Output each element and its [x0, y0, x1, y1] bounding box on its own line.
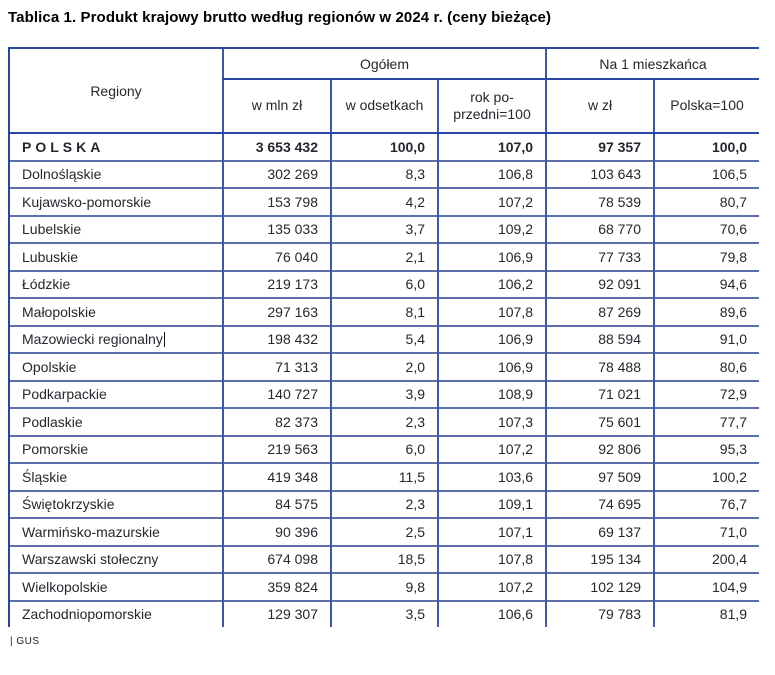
- region-name-cell[interactable]: [9, 601, 223, 628]
- region-name-cell[interactable]: [9, 271, 223, 299]
- value-cell[interactable]: 6,0: [331, 271, 438, 299]
- value-cell[interactable]: 103 643: [546, 161, 654, 189]
- source-footer: | GUS: [10, 636, 40, 647]
- value-cell[interactable]: 4,2: [331, 188, 438, 216]
- table-row: [9, 573, 759, 601]
- region-name-cell[interactable]: [9, 188, 223, 216]
- table-row: [9, 353, 759, 381]
- value-cell[interactable]: 102 129: [546, 573, 654, 601]
- value-cell[interactable]: 75 601: [546, 408, 654, 436]
- text-cursor: [164, 332, 165, 347]
- value-cell[interactable]: 71,0: [654, 518, 759, 546]
- table-row: [9, 518, 759, 546]
- value-cell[interactable]: 76 040: [223, 243, 331, 271]
- region-name-cell[interactable]: [9, 573, 223, 601]
- table-row: [9, 298, 759, 326]
- table-row: [9, 601, 759, 628]
- value-cell[interactable]: 195 134: [546, 546, 654, 574]
- region-name: Świętokrzyskie: [22, 496, 115, 513]
- value-cell[interactable]: 107,0: [438, 133, 546, 161]
- region-name-cell[interactable]: [9, 546, 223, 574]
- value-cell[interactable]: 77 733: [546, 243, 654, 271]
- table-row: [9, 408, 759, 436]
- value-cell[interactable]: 107,3: [438, 408, 546, 436]
- header-label: rok po-: [470, 88, 514, 105]
- value-cell[interactable]: 68 770: [546, 216, 654, 244]
- value-cell[interactable]: 3,7: [331, 216, 438, 244]
- value-cell[interactable]: 71 313: [223, 353, 331, 381]
- column-header-rok-poprzedni[interactable]: [438, 79, 546, 133]
- region-name-cell[interactable]: [9, 491, 223, 519]
- value-cell[interactable]: 107,2: [438, 188, 546, 216]
- table-row: [9, 271, 759, 299]
- table-row: [9, 216, 759, 244]
- value-cell[interactable]: 92 091: [546, 271, 654, 299]
- region-name-cell[interactable]: [9, 243, 223, 271]
- table-row: [9, 491, 759, 519]
- value-cell[interactable]: 302 269: [223, 161, 331, 189]
- value-cell[interactable]: 198 432: [223, 326, 331, 354]
- region-name: Zachodniopomorskie: [22, 606, 152, 623]
- region-name: Mazowiecki regionalny: [22, 331, 163, 348]
- header-label: Polska=100: [670, 97, 744, 114]
- value-cell[interactable]: 18,5: [331, 546, 438, 574]
- value-cell[interactable]: 107,1: [438, 518, 546, 546]
- value-cell[interactable]: 9,8: [331, 573, 438, 601]
- value-cell[interactable]: 87 269: [546, 298, 654, 326]
- region-name: Łódzkie: [22, 276, 71, 293]
- region-name-cell[interactable]: [9, 326, 223, 354]
- value-cell[interactable]: 135 033: [223, 216, 331, 244]
- value-cell[interactable]: 419 348: [223, 463, 331, 491]
- value-cell[interactable]: 2,5: [331, 518, 438, 546]
- region-name-cell[interactable]: [9, 463, 223, 491]
- value-cell[interactable]: 100,2: [654, 463, 759, 491]
- value-cell[interactable]: 72,9: [654, 381, 759, 409]
- data-table: [8, 47, 759, 627]
- value-cell[interactable]: 219 173: [223, 271, 331, 299]
- value-cell[interactable]: 2,0: [331, 353, 438, 381]
- header-label: w mln zł: [251, 97, 303, 114]
- value-cell[interactable]: 200,4: [654, 546, 759, 574]
- value-cell[interactable]: 8,1: [331, 298, 438, 326]
- value-cell[interactable]: 107,8: [438, 298, 546, 326]
- value-cell[interactable]: 297 163: [223, 298, 331, 326]
- region-name: Śląskie: [22, 468, 68, 485]
- value-cell[interactable]: 74 695: [546, 491, 654, 519]
- gdp-regions-table[interactable]: [8, 47, 758, 627]
- table-title: Tablica 1. Produkt krajowy brutto według regionów w 2024 r. (ceny bieżące): [8, 9, 552, 26]
- value-cell[interactable]: 94,6: [654, 271, 759, 299]
- value-cell[interactable]: 106,9: [438, 243, 546, 271]
- value-cell[interactable]: 103,6: [438, 463, 546, 491]
- value-cell[interactable]: 359 824: [223, 573, 331, 601]
- value-cell[interactable]: 81,9: [654, 601, 759, 628]
- value-cell[interactable]: 84 575: [223, 491, 331, 519]
- column-header-w-odsetkach[interactable]: [331, 79, 438, 133]
- column-header-regiony[interactable]: Regiony: [9, 48, 223, 133]
- table-row: [9, 546, 759, 574]
- value-cell[interactable]: 2,3: [331, 408, 438, 436]
- region-name: Kujawsko-pomorskie: [22, 193, 152, 210]
- value-cell[interactable]: 97 357: [546, 133, 654, 161]
- value-cell[interactable]: 106,8: [438, 161, 546, 189]
- value-cell[interactable]: 107,2: [438, 436, 546, 464]
- value-cell[interactable]: 3,5: [331, 601, 438, 628]
- value-cell[interactable]: 80,6: [654, 353, 759, 381]
- value-cell[interactable]: 104,9: [654, 573, 759, 601]
- value-cell[interactable]: 106,2: [438, 271, 546, 299]
- table-row: [9, 381, 759, 409]
- region-name: Podkarpackie: [22, 386, 107, 403]
- value-cell[interactable]: 140 727: [223, 381, 331, 409]
- region-name: Wielkopolskie: [22, 578, 108, 595]
- table-row: [9, 463, 759, 491]
- region-name: Małopolskie: [22, 303, 96, 320]
- header-label: w zł: [587, 97, 613, 114]
- value-cell[interactable]: 107,8: [438, 546, 546, 574]
- region-name-cell[interactable]: [9, 216, 223, 244]
- region-name: Podlaskie: [22, 413, 83, 430]
- value-cell[interactable]: 88 594: [546, 326, 654, 354]
- value-cell[interactable]: 674 098: [223, 546, 331, 574]
- table-row: [9, 243, 759, 271]
- region-name: Lubuskie: [22, 248, 79, 265]
- value-cell[interactable]: 129 307: [223, 601, 331, 628]
- value-cell[interactable]: 106,6: [438, 601, 546, 628]
- value-cell[interactable]: 97 509: [546, 463, 654, 491]
- value-cell[interactable]: 106,9: [438, 326, 546, 354]
- value-cell[interactable]: 100,0: [654, 133, 759, 161]
- table-row: [9, 326, 759, 354]
- header-label: przedni=100: [453, 106, 531, 122]
- value-cell[interactable]: 92 806: [546, 436, 654, 464]
- region-name: Pomorskie: [22, 441, 89, 458]
- value-cell[interactable]: 11,5: [331, 463, 438, 491]
- group-header-row: [9, 48, 759, 79]
- value-cell[interactable]: 108,9: [438, 381, 546, 409]
- value-cell[interactable]: 6,0: [331, 436, 438, 464]
- region-name-cell[interactable]: [9, 298, 223, 326]
- value-cell[interactable]: 5,4: [331, 326, 438, 354]
- column-header-w-mln-zl[interactable]: [223, 79, 331, 133]
- value-cell[interactable]: 107,2: [438, 573, 546, 601]
- region-name: Warmińsko-mazurskie: [22, 523, 160, 540]
- value-cell[interactable]: 76,7: [654, 491, 759, 519]
- value-cell[interactable]: 71 021: [546, 381, 654, 409]
- value-cell[interactable]: 95,3: [654, 436, 759, 464]
- value-cell[interactable]: 153 798: [223, 188, 331, 216]
- value-cell[interactable]: 77,7: [654, 408, 759, 436]
- value-cell[interactable]: 79,8: [654, 243, 759, 271]
- region-name-cell[interactable]: [9, 518, 223, 546]
- value-cell[interactable]: 109,1: [438, 491, 546, 519]
- region-name: Warszawski stołeczny: [22, 551, 159, 568]
- table-row: [9, 188, 759, 216]
- value-cell[interactable]: 8,3: [331, 161, 438, 189]
- table-row: [9, 161, 759, 189]
- value-cell[interactable]: 78 488: [546, 353, 654, 381]
- group-header-ogolem[interactable]: Ogółem: [223, 48, 546, 79]
- value-cell[interactable]: 109,2: [438, 216, 546, 244]
- group-header-na-1-mieszkanca[interactable]: Na 1 mieszkańca: [546, 48, 759, 79]
- region-name-cell[interactable]: [9, 436, 223, 464]
- region-name-cell[interactable]: [9, 133, 223, 161]
- value-cell[interactable]: 69 137: [546, 518, 654, 546]
- region-name-cell[interactable]: [9, 353, 223, 381]
- region-name: POLSKA: [22, 138, 105, 155]
- value-cell[interactable]: 100,0: [331, 133, 438, 161]
- value-cell[interactable]: 3,9: [331, 381, 438, 409]
- value-cell[interactable]: 106,5: [654, 161, 759, 189]
- table-row: [9, 436, 759, 464]
- value-cell[interactable]: 89,6: [654, 298, 759, 326]
- value-cell[interactable]: 80,7: [654, 188, 759, 216]
- value-cell[interactable]: 219 563: [223, 436, 331, 464]
- header-label: w odsetkach: [345, 97, 424, 114]
- table-body: [9, 133, 759, 627]
- region-name-cell[interactable]: [9, 408, 223, 436]
- value-cell[interactable]: 79 783: [546, 601, 654, 628]
- region-name-cell[interactable]: [9, 161, 223, 189]
- region-name: Opolskie: [22, 358, 77, 375]
- region-name: Lubelskie: [22, 221, 82, 238]
- table-row: [9, 133, 759, 161]
- value-cell[interactable]: 82 373: [223, 408, 331, 436]
- column-header-polska-100[interactable]: [654, 79, 759, 133]
- value-cell[interactable]: 3 653 432: [223, 133, 331, 161]
- value-cell[interactable]: 91,0: [654, 326, 759, 354]
- region-name: Dolnośląskie: [22, 166, 102, 183]
- column-header-w-zl[interactable]: [546, 79, 654, 133]
- value-cell[interactable]: 2,3: [331, 491, 438, 519]
- value-cell[interactable]: 90 396: [223, 518, 331, 546]
- value-cell[interactable]: 106,9: [438, 353, 546, 381]
- value-cell[interactable]: 78 539: [546, 188, 654, 216]
- region-name-cell[interactable]: [9, 381, 223, 409]
- value-cell[interactable]: 2,1: [331, 243, 438, 271]
- value-cell[interactable]: 70,6: [654, 216, 759, 244]
